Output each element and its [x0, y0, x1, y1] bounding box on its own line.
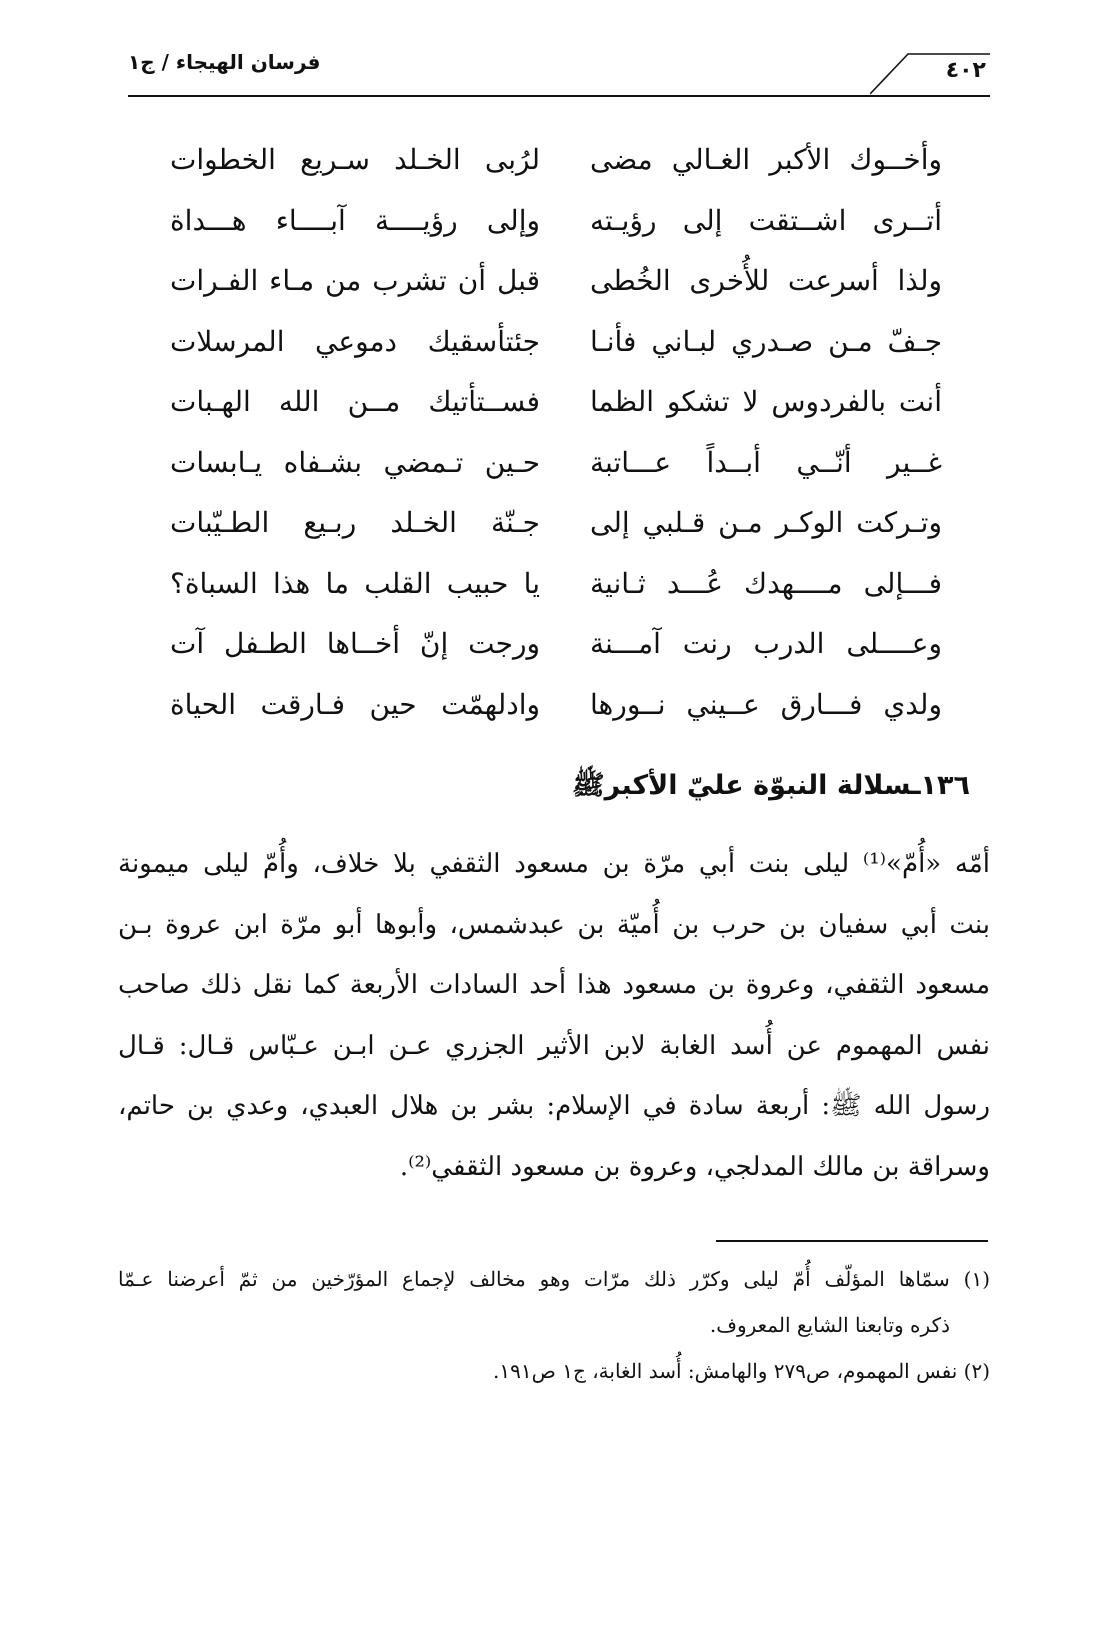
verse-second-hemistich: جـنّة الخـلد ربـيع الطـيّبات [170, 506, 540, 539]
verse-second-hemistich: ورجت إنّ أخــاها الطـفل آت [170, 627, 540, 660]
verse-second-hemistich: يا حبيب القلب ما هذا السباة؟ [170, 566, 540, 600]
verse-first-hemistich: وعــــلى الدرب رنت آمـــنة [590, 627, 942, 660]
page-header [128, 40, 990, 100]
verse-second-hemistich: حـين تـمضي بشـفاه يـابسات [170, 445, 540, 479]
verse-first-hemistich: أنت بالفردوس لا تشكو الظما [590, 385, 942, 418]
verse-first-hemistich: وتـركت الوكـر مـن قـلبي إلى [590, 506, 942, 539]
poem-verse [170, 433, 942, 494]
poem-verse [170, 554, 942, 615]
poem-verse [170, 675, 942, 736]
poem-verse [170, 251, 942, 312]
verse-second-hemistich: لرُبى الخـلد سـريع الخطوات [170, 143, 540, 176]
verse-first-hemistich: ولذا أسرعت للأُخرى الخُطى [590, 264, 942, 297]
footnote-line: ذكره وتابعنا الشايع المعروف. [709, 1313, 950, 1337]
body-line: نفس المهموم عن أُسد الغابة لابن الأثير الجزري عـن ابـن عـبّاس قـال: قـال [118, 1030, 990, 1061]
footnote-line: (٢) نفس المهموم، ص٢٧٩ والهامش: أُسد الغابة، ج١ ص١٩١. [493, 1359, 990, 1383]
verse-second-hemistich: جئتأسقيك دموعي المرسلات [170, 324, 540, 358]
verse-second-hemistich: فســتأتيك مــن الله الهـبات [170, 385, 540, 418]
poem-verse [170, 372, 942, 433]
poem-verse [170, 130, 942, 191]
header-rule [128, 95, 990, 97]
verse-second-hemistich: وادلهمّت حين فـارقت الحياة [170, 687, 540, 721]
poem-verse [170, 614, 942, 675]
running-title: فرسان الهيجاء / ج١ [128, 50, 321, 74]
verse-second-hemistich: قبل أن تشرب من مـاء الفـرات [170, 264, 540, 297]
footnotes [118, 1256, 990, 1394]
footnote-line: (١) سمّاها المؤلّف أُمّ ليلى وكرّر ذلك مرّات وهو مخالف لإجماع المؤرّخين من ثمّ أعرضنا عـمّا [118, 1267, 990, 1291]
verse-first-hemistich: فـــإلى مــــهدك عُـــد ثـانية [590, 566, 942, 600]
body-line: بنت أبي سفيان بن حرب بن أُميّة بن عبدشمس، وأبوها أبو مرّة ابن عروة بـن [118, 909, 990, 940]
body-line: رسول الله ﷺ: أربعة سادة في الإسلام: بشر بن هلال العبدي، وعدي بن حاتم، [118, 1091, 990, 1121]
verse-second-hemistich: وإلى رؤيــــة آبــــاء هـــداة [170, 203, 540, 237]
verse-first-hemistich: جـفّ مـن صـدري لبـاني فأنـا [590, 324, 942, 358]
footnote-separator [716, 1240, 988, 1242]
verse-first-hemistich: أتــرى اشــتقت إلى رؤيـته [590, 203, 942, 237]
body-paragraph [118, 834, 990, 1197]
verse-first-hemistich: ولدي فـــارق عــيني نــورها [590, 687, 942, 721]
poem-verse [170, 312, 942, 373]
body-line: وسراقة بن مالك المدلجي، وعروة بن مسعود الثقفي⁽²⁾. [399, 1151, 990, 1182]
page-number: ٤٠٢ [945, 58, 986, 83]
section-heading: ١٣٦ـسلالة النبوّة عليّ الأكبرﷺ [572, 770, 970, 801]
body-line: مسعود الثقفي، وعروة بن مسعود هذا أحد السادات الأربعة كما نقل ذلك صاحب [118, 970, 990, 1000]
poem [170, 130, 942, 735]
verse-first-hemistich: وأخــوك الأكبر الغـالي مضى [590, 143, 942, 176]
poem-verse [170, 191, 942, 252]
verse-first-hemistich: غــير أنّــي أبــداً عـــاتبة [590, 445, 942, 479]
poem-verse [170, 493, 942, 554]
body-line: أمّه «أُمّ»⁽¹⁾ ليلى بنت أبي مرّة بن مسعود الثقفي بلا خلاف، وأُمّ ليلى ميمونة [118, 849, 990, 879]
